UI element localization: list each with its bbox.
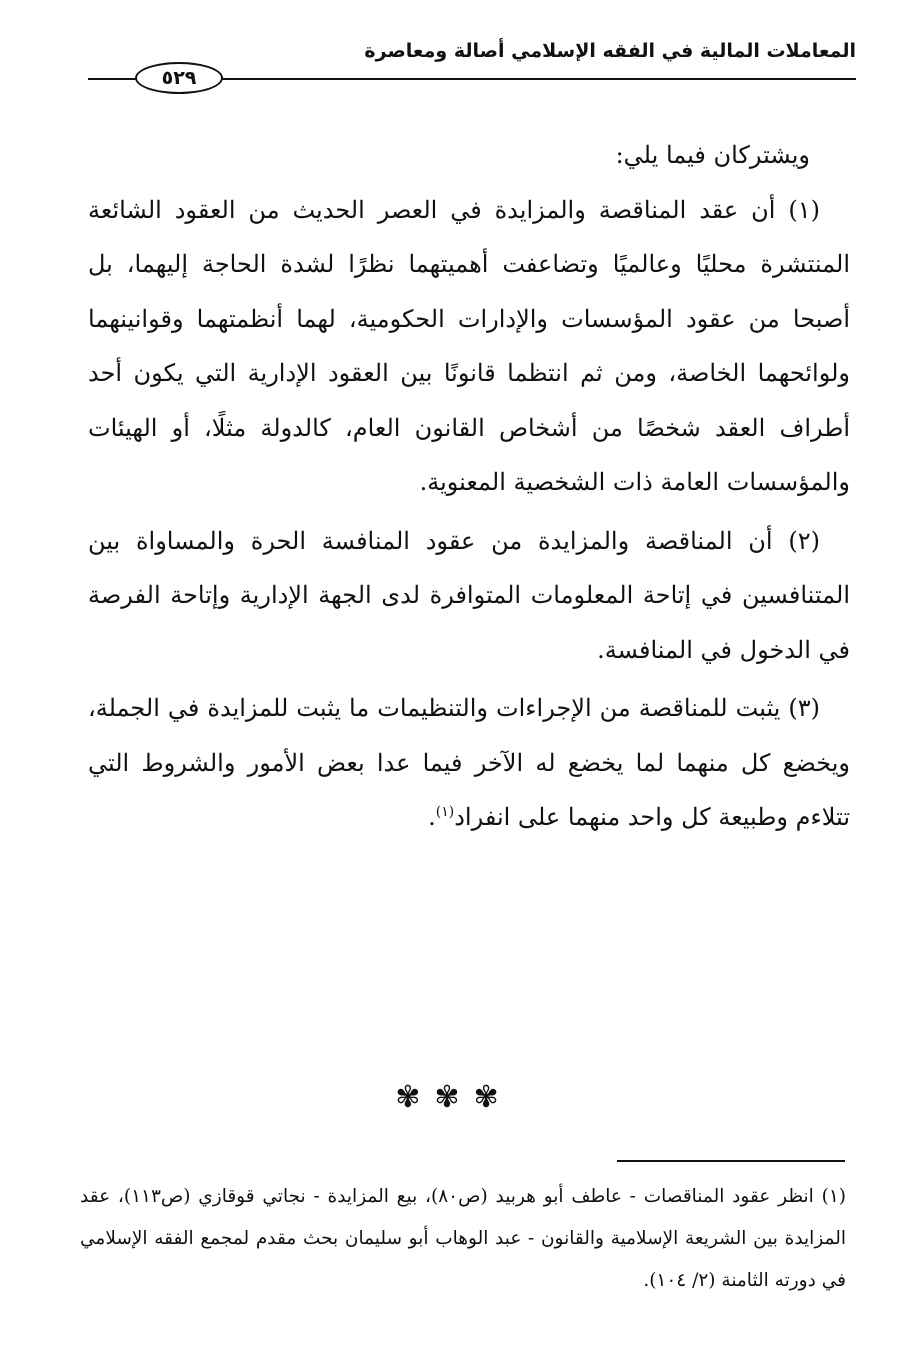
page-number: ٥٢٩ [161, 66, 197, 89]
footnote-reference[interactable]: (١) [435, 804, 455, 820]
paragraph-3 [88, 681, 850, 845]
running-title: المعاملات المالية في الفقه الإسلامي أصالة ومعاصرة [364, 40, 856, 62]
page-number-oval [135, 62, 223, 94]
section-ornament [0, 1080, 908, 1115]
footnote-rule [617, 1160, 845, 1162]
paragraph-2: (٢) أن المناقصة والمزايدة من عقود المنافسة الحرة والمساواة بين المتنافسين في إتاحة المعلومات المتوافرة لدى الجهة الإدارية وإتاحة الفرصة في الدخول في المنافسة. [88, 526, 850, 664]
paragraph-3-text: (٣) يثبت للمناقصة من الإجراءات والتنظيمات ما يثبت للمزايدة في الجملة، ويخضع كل منهما لما يخضع له الآخر فيما عدا بعض الأمور والشروط التي تتلاءم وطبيعة كل واحد منهما على انفراد [88, 694, 850, 831]
intro-line: ويشتركان فيما يلي: [615, 141, 810, 169]
paragraph-3-end: . [428, 803, 436, 831]
footnote: (١) انظر عقود المناقصات - عاطف أبو هربيد (ص٨٠)، بيع المزايدة - نجاتي قوقازي (ص١١٣)، عقد المزايدة بين الشريعة الإسلامية والقانون - عبد الوهاب أبو سليمان بحث مقدم لمجمع الفقه الإسلامي في دورته الثامنة (٢/ ١٠٤). [80, 1186, 846, 1291]
flower-ornament-icon: ✾✾✾ [395, 1080, 513, 1115]
body-text [88, 128, 850, 845]
paragraph-1: (١) أن عقد المناقصة والمزايدة في العصر الحديث من العقود الشائعة المنتشرة محليًا وعالميًا وتضاعفت أهميتهما نظرًا لشدة الحاجة إليهما، بل أصبحا من عقود المؤسسات والإدارات الحكومية، لهما أنظمتهما وقوانينهما ولوائحهما الخاصة، ومن ثم انتظما قانونًا بين العقود الإدارية التي يكون أحد أطراف العقد شخصًا من أشخاص القانون العام، كالدولة مثلًا، أو الهيئات والمؤسسات العامة ذات الشخصية المعنوية. [88, 195, 850, 496]
